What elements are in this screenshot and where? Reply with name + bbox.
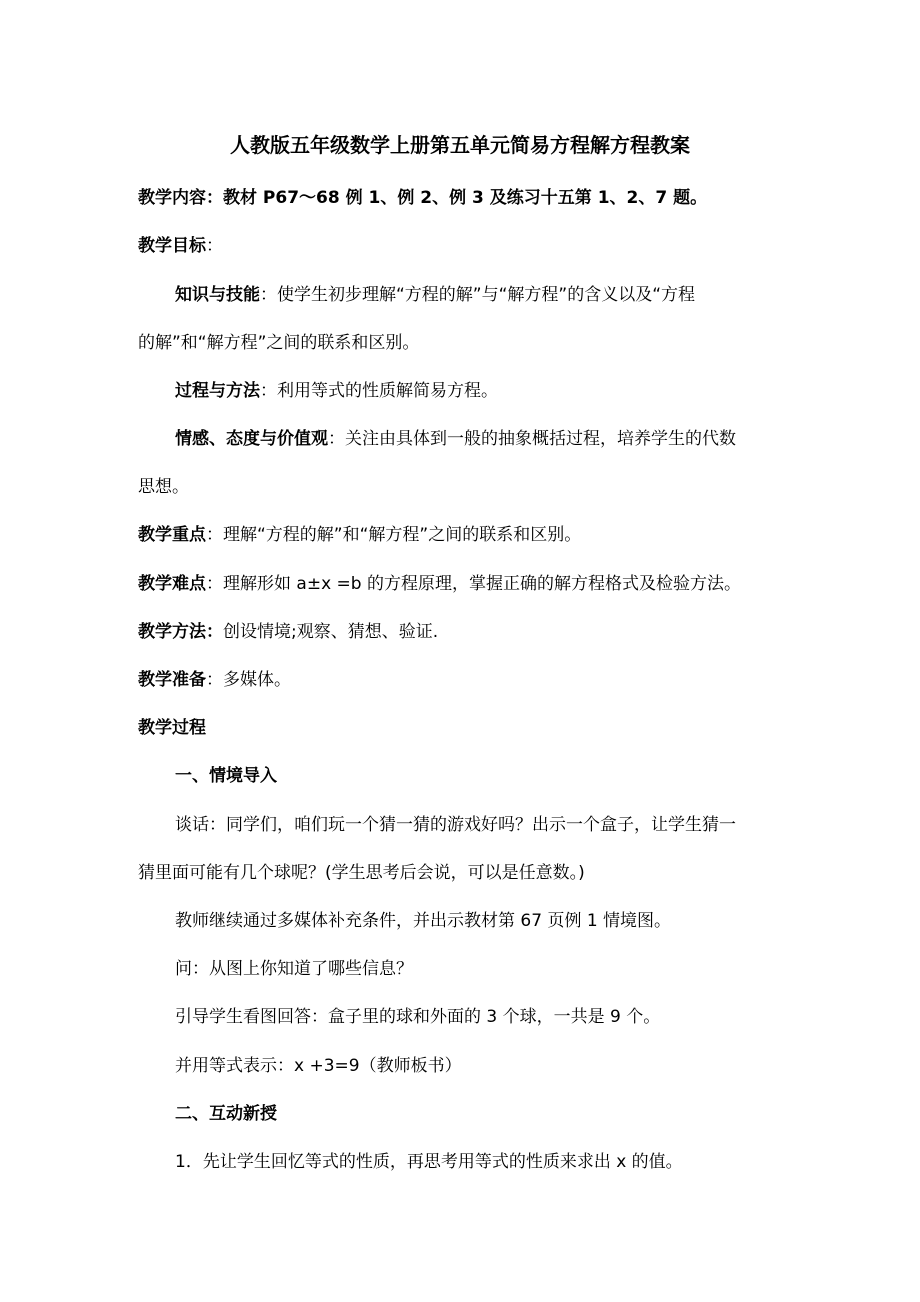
teaching-difficulty-label: 教学难点 [138, 574, 206, 594]
teaching-method-label: 教学方法： [138, 622, 223, 642]
process-method-label: 过程与方法 [175, 381, 260, 401]
knowledge-skill-line [175, 282, 695, 308]
teaching-difficulty-line [138, 571, 741, 597]
knowledge-skill-text: ：使学生初步理解“方程的解”与“解方程”的含义以及“方程 [260, 285, 696, 305]
emotion-attitude-line [175, 426, 736, 452]
teaching-key-point-text: ：理解“方程的解”和“解方程”之间的联系和区别。 [206, 525, 582, 545]
equation-paragraph: 并用等式表示：x +3=9（教师板书） [175, 1056, 462, 1076]
teaching-goals-label: 教学目标 [138, 236, 206, 256]
teaching-prep-text: ：多媒体。 [206, 670, 291, 690]
teaching-goals-line [138, 233, 223, 259]
teaching-key-point-line [138, 522, 581, 548]
section-1-heading: 一、情境导入 [175, 766, 277, 786]
document-title: 人教版五年级数学上册第五单元简易方程解方程教案 [230, 133, 690, 157]
question-paragraph: 问：从图上你知道了哪些信息？ [175, 959, 413, 979]
section-2-heading: 二、互动新授 [175, 1104, 277, 1124]
teaching-procedure-heading: 教学过程 [138, 718, 206, 738]
teaching-method-line [138, 619, 438, 645]
emotion-attitude-text: ：关注由具体到一般的抽象概括过程，培养学生的代数 [328, 429, 736, 449]
teaching-goals-colon: ： [206, 236, 223, 256]
talk-paragraph-cont: 猜里面可能有几个球呢？(学生思考后会说，可以是任意数。) [138, 863, 585, 883]
knowledge-skill-text-cont: 的解”和“解方程”之间的联系和区别。 [138, 333, 420, 353]
knowledge-skill-label: 知识与技能 [175, 285, 260, 305]
teaching-difficulty-text: ：理解形如 a±x =b 的方程原理，掌握正确的解方程格式及检验方法。 [206, 574, 741, 594]
teaching-key-point-label: 教学重点 [138, 525, 206, 545]
step-1-paragraph: 1．先让学生回忆等式的性质，再思考用等式的性质来求出 x 的值。 [175, 1152, 683, 1172]
emotion-attitude-label: 情感、态度与价值观 [175, 429, 328, 449]
guide-paragraph: 引导学生看图回答：盒子里的球和外面的 3 个球，一共是 9 个。 [175, 1007, 661, 1027]
teaching-method-text: 创设情境;观察、猜想、验证. [223, 622, 439, 642]
teacher-paragraph: 教师继续通过多媒体补充条件，并出示教材第 67 页例 1 情境图。 [175, 911, 672, 931]
process-method-text: ：利用等式的性质解简易方程。 [260, 381, 498, 401]
teaching-content-line: 教学内容：教材 P67～68 例 1、例 2、例 3 及练习十五第 1、2、7 题。 [138, 188, 708, 208]
emotion-attitude-text-cont: 思想。 [138, 477, 189, 497]
process-method-line [175, 378, 498, 404]
talk-paragraph: 谈话：同学们，咱们玩一个猜一猜的游戏好吗？出示一个盒子，让学生猜一 [175, 815, 736, 835]
teaching-prep-line [138, 667, 291, 693]
teaching-prep-label: 教学准备 [138, 670, 206, 690]
